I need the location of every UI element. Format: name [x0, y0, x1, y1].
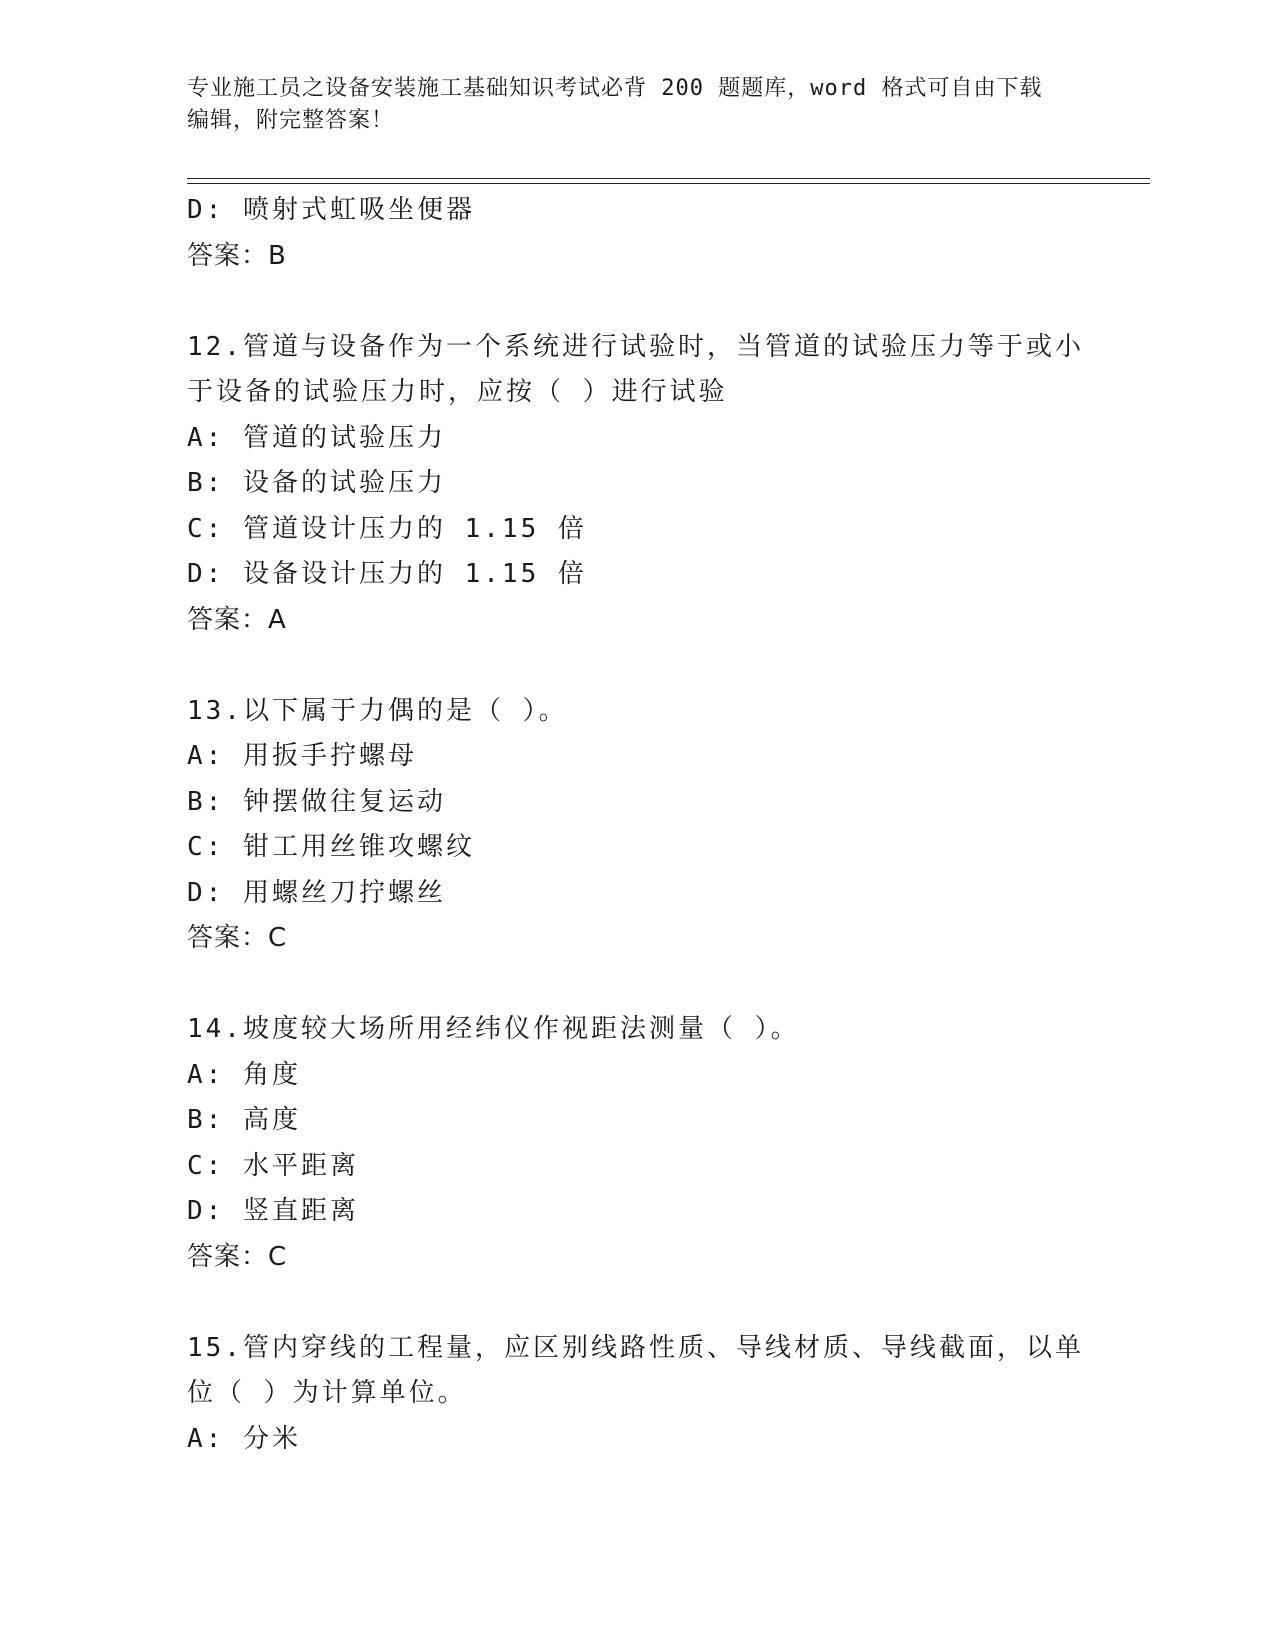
- spacer: [187, 643, 1087, 689]
- option-c: C: 钳工用丝锥攻螺纹: [187, 832, 475, 862]
- option-d: D: 喷射式虹吸坐便器: [187, 195, 475, 225]
- question-stem: 14.坡度较大场所用经纬仪作视距法测量（ ）。: [187, 1014, 800, 1044]
- option-b: B: 高度: [187, 1105, 301, 1135]
- header-line-1: 专业施工员之设备安装施工基础知识考试必背 200 题题库，word 格式可自由下载: [187, 76, 1043, 101]
- option-a: A: 分米: [187, 1423, 301, 1454]
- option-a: A: 管道的试验压力: [187, 422, 446, 453]
- spacer: [187, 962, 1087, 1008]
- header-divider-top: [187, 178, 1150, 179]
- question-15: [187, 1326, 1087, 1463]
- answer: 答案：C: [187, 923, 288, 953]
- question-stem-continued: 于设备的试验压力时，应按（ ）进行试验: [187, 377, 728, 407]
- option-b: B: 设备的试验压力: [187, 468, 446, 498]
- option-d: D: 设备设计压力的 1.15 倍: [187, 559, 587, 589]
- question-14: [187, 1007, 1087, 1280]
- option-a: A: 用扳手拧螺母: [187, 741, 417, 771]
- question-stem: 12.管道与设备作为一个系统进行试验时，当管道的试验压力等于或小: [187, 331, 1084, 362]
- option-a: A: 角度: [187, 1059, 301, 1090]
- question-12: [187, 325, 1087, 644]
- question-list: [187, 188, 1087, 1462]
- option-d: D: 用螺丝刀拧螺丝: [187, 877, 446, 908]
- option-b: B: 钟摆做往复运动: [187, 786, 446, 817]
- question-stem-continued: 位（ ）为计算单位。: [187, 1378, 467, 1408]
- question-13: [187, 689, 1087, 962]
- header-divider-bottom: [187, 183, 1150, 184]
- document-header: [187, 73, 1087, 137]
- answer: 答案：A: [187, 604, 287, 635]
- spacer: [187, 1280, 1087, 1326]
- answer: 答案：C: [187, 1241, 288, 1272]
- question-11-tail: [187, 188, 1087, 279]
- answer: 答案：B: [187, 240, 287, 271]
- header-line-2: 编辑，附完整答案！: [187, 108, 395, 133]
- question-stem: 15.管内穿线的工程量，应区别线路性质、导线材质、导线截面，以单: [187, 1332, 1084, 1363]
- option-d: D: 竖直距离: [187, 1196, 359, 1226]
- spacer: [187, 279, 1087, 325]
- option-c: C: 水平距离: [187, 1150, 359, 1181]
- question-stem: 13.以下属于力偶的是（ ）。: [187, 695, 568, 726]
- option-c: C: 管道设计压力的 1.15 倍: [187, 513, 587, 544]
